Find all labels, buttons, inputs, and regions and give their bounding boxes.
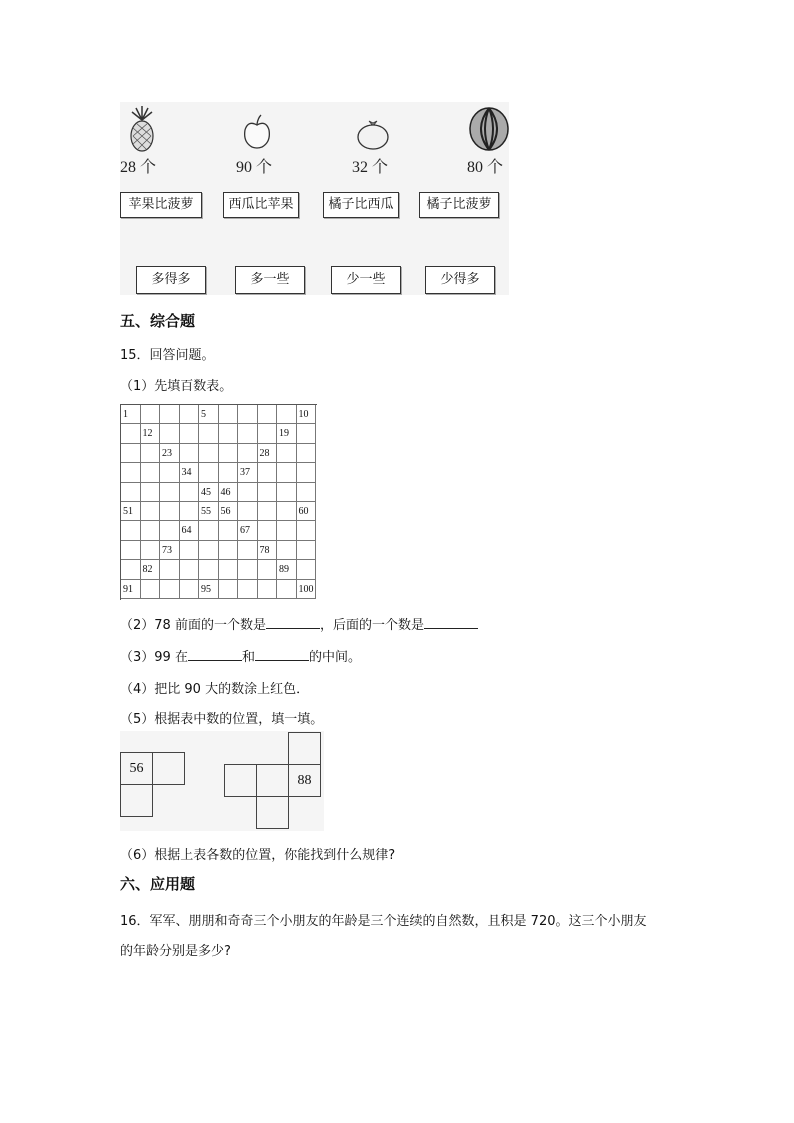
chart-cell-empty[interactable] bbox=[141, 502, 161, 521]
apple-icon bbox=[242, 114, 272, 150]
chart-cell-89: 89 bbox=[277, 560, 297, 579]
chart-cell-empty[interactable] bbox=[277, 502, 297, 521]
chart-cell-56: 56 bbox=[219, 502, 239, 521]
chart-cell-46: 46 bbox=[219, 483, 239, 502]
pineapple-icon bbox=[126, 106, 158, 152]
chart-cell-empty[interactable] bbox=[258, 580, 278, 599]
chart-cell-empty[interactable] bbox=[160, 580, 180, 599]
q15-part2 bbox=[120, 614, 478, 633]
blank-after-78[interactable] bbox=[424, 616, 478, 629]
chart-cell-19: 19 bbox=[277, 424, 297, 443]
chart-cell-empty[interactable] bbox=[121, 444, 141, 463]
chart-cell-empty[interactable] bbox=[297, 541, 317, 560]
chart-cell-empty[interactable] bbox=[121, 541, 141, 560]
fragment1-cell-below[interactable] bbox=[120, 784, 153, 817]
chart-cell-empty[interactable] bbox=[277, 405, 297, 424]
chart-cell-empty[interactable] bbox=[121, 463, 141, 482]
chart-cell-empty[interactable] bbox=[160, 502, 180, 521]
blank-99-left[interactable] bbox=[188, 648, 242, 661]
chart-cell-10: 10 bbox=[297, 405, 317, 424]
chart-cell-empty[interactable] bbox=[160, 483, 180, 502]
grid-fragments-panel bbox=[120, 731, 324, 831]
chart-cell-empty[interactable] bbox=[199, 560, 219, 579]
chart-cell-empty[interactable] bbox=[258, 405, 278, 424]
chart-cell-empty[interactable] bbox=[297, 521, 317, 540]
q15-part3 bbox=[120, 646, 361, 665]
chart-cell-empty[interactable] bbox=[141, 580, 161, 599]
chart-cell-empty[interactable] bbox=[141, 521, 161, 540]
answer-much-more[interactable]: 多得多 bbox=[136, 266, 206, 294]
chart-cell-empty[interactable] bbox=[238, 444, 258, 463]
chart-cell-empty[interactable] bbox=[141, 405, 161, 424]
q15-part3-prefix: （3）99 在 bbox=[120, 650, 188, 665]
q15-part4: （4）把比 90 大的数涂上红色． bbox=[120, 682, 310, 697]
chart-cell-55: 55 bbox=[199, 502, 219, 521]
fruit-comparison-panel bbox=[120, 102, 509, 295]
orange-count: 32 个 bbox=[352, 159, 389, 176]
chart-cell-empty[interactable] bbox=[180, 580, 200, 599]
chart-cell-empty[interactable] bbox=[219, 405, 239, 424]
chart-cell-empty[interactable] bbox=[160, 560, 180, 579]
chart-cell-100: 100 bbox=[297, 580, 317, 599]
chart-cell-empty[interactable] bbox=[238, 483, 258, 502]
chart-cell-12: 12 bbox=[141, 424, 161, 443]
answer-a-little-less[interactable]: 少一些 bbox=[331, 266, 401, 294]
chart-cell-empty[interactable] bbox=[199, 424, 219, 443]
chart-cell-empty[interactable] bbox=[238, 405, 258, 424]
chart-cell-91: 91 bbox=[121, 580, 141, 599]
chart-cell-34: 34 bbox=[180, 463, 200, 482]
chart-cell-empty[interactable] bbox=[180, 424, 200, 443]
chart-cell-78: 78 bbox=[258, 541, 278, 560]
answer-a-little-more[interactable]: 多一些 bbox=[235, 266, 305, 294]
chart-cell-empty[interactable] bbox=[199, 444, 219, 463]
chart-cell-empty[interactable] bbox=[238, 502, 258, 521]
watermelon-count: 80 个 bbox=[467, 159, 504, 176]
chart-cell-empty[interactable] bbox=[121, 560, 141, 579]
chart-cell-empty[interactable] bbox=[219, 541, 239, 560]
q15-part1: （1）先填百数表。 bbox=[120, 379, 233, 394]
q15-part2-prefix: （2）78 前面的一个数是 bbox=[120, 618, 266, 633]
chart-cell-empty[interactable] bbox=[297, 444, 317, 463]
chart-cell-empty[interactable] bbox=[180, 405, 200, 424]
pineapple-count: 28 个 bbox=[120, 159, 157, 176]
q16-line1: 16．军军、朋朋和奇奇三个小朋友的年龄是三个连续的自然数，且积是 720。这三个小朋友 bbox=[120, 914, 647, 929]
comparison-orange-watermelon[interactable]: 橘子比西瓜 bbox=[323, 192, 399, 218]
chart-cell-empty[interactable] bbox=[258, 483, 278, 502]
chart-cell-empty[interactable] bbox=[199, 463, 219, 482]
chart-cell-empty[interactable] bbox=[297, 424, 317, 443]
chart-cell-empty[interactable] bbox=[121, 424, 141, 443]
chart-cell-empty[interactable] bbox=[277, 444, 297, 463]
chart-cell-23: 23 bbox=[160, 444, 180, 463]
fragment2-cell-left[interactable] bbox=[224, 764, 257, 797]
chart-cell-82: 82 bbox=[141, 560, 161, 579]
chart-cell-empty[interactable] bbox=[258, 424, 278, 443]
chart-cell-empty[interactable] bbox=[141, 541, 161, 560]
chart-cell-empty[interactable] bbox=[277, 580, 297, 599]
chart-cell-5: 5 bbox=[199, 405, 219, 424]
fragment1-cell-value: 56 bbox=[120, 752, 153, 785]
chart-cell-empty[interactable] bbox=[199, 541, 219, 560]
chart-cell-empty[interactable] bbox=[258, 560, 278, 579]
fragment2-cell-bottom[interactable] bbox=[256, 796, 289, 829]
fragment2-cell-value: 88 bbox=[288, 764, 321, 797]
chart-cell-empty[interactable] bbox=[160, 424, 180, 443]
q15-part6: （6）根据上表各数的位置，你能找到什么规律? bbox=[120, 848, 396, 863]
hundred-chart bbox=[120, 404, 317, 600]
chart-cell-empty[interactable] bbox=[277, 521, 297, 540]
q15-stem: 15．回答问题。 bbox=[120, 348, 215, 363]
chart-cell-empty[interactable] bbox=[141, 483, 161, 502]
chart-cell-empty[interactable] bbox=[238, 541, 258, 560]
chart-cell-empty[interactable] bbox=[180, 444, 200, 463]
apple-count: 90 个 bbox=[236, 159, 273, 176]
chart-cell-empty[interactable] bbox=[238, 560, 258, 579]
chart-cell-64: 64 bbox=[180, 521, 200, 540]
fragment2-cell-middle[interactable] bbox=[256, 764, 289, 797]
watermelon-icon bbox=[468, 106, 510, 152]
q15-part3-suffix: 的中间。 bbox=[308, 650, 361, 665]
chart-cell-empty[interactable] bbox=[258, 502, 278, 521]
chart-cell-60: 60 bbox=[297, 502, 317, 521]
blank-before-78[interactable] bbox=[266, 616, 320, 629]
chart-cell-1: 1 bbox=[121, 405, 141, 424]
chart-cell-empty[interactable] bbox=[277, 541, 297, 560]
chart-cell-empty[interactable] bbox=[160, 463, 180, 482]
comparison-watermelon-apple[interactable]: 西瓜比苹果 bbox=[223, 192, 299, 218]
comparison-apple-pineapple[interactable]: 苹果比菠萝 bbox=[120, 192, 202, 218]
answer-much-less[interactable]: 少得多 bbox=[425, 266, 495, 294]
chart-cell-37: 37 bbox=[238, 463, 258, 482]
chart-cell-empty[interactable] bbox=[219, 521, 239, 540]
blank-99-right[interactable] bbox=[255, 648, 309, 661]
section-5-title: 五、综合题 bbox=[120, 312, 196, 330]
chart-cell-empty[interactable] bbox=[219, 560, 239, 579]
chart-cell-28: 28 bbox=[258, 444, 278, 463]
orange-icon bbox=[356, 118, 390, 150]
fragment1-cell-right[interactable] bbox=[152, 752, 185, 785]
chart-cell-empty[interactable] bbox=[277, 483, 297, 502]
q15-part5: （5）根据表中数的位置，填一填。 bbox=[120, 712, 324, 727]
chart-cell-empty[interactable] bbox=[297, 483, 317, 502]
chart-cell-empty[interactable] bbox=[277, 463, 297, 482]
section-6-title: 六、应用题 bbox=[120, 875, 196, 893]
comparison-orange-pineapple[interactable]: 橘子比菠萝 bbox=[419, 192, 499, 218]
chart-cell-45: 45 bbox=[199, 483, 219, 502]
chart-cell-empty[interactable] bbox=[219, 580, 239, 599]
chart-cell-empty[interactable] bbox=[238, 424, 258, 443]
chart-cell-empty[interactable] bbox=[180, 560, 200, 579]
chart-cell-empty[interactable] bbox=[141, 463, 161, 482]
chart-cell-empty[interactable] bbox=[199, 521, 219, 540]
chart-cell-empty[interactable] bbox=[219, 444, 239, 463]
chart-cell-empty[interactable] bbox=[180, 541, 200, 560]
q16-line2: 的年龄分别是多少? bbox=[120, 944, 231, 959]
chart-cell-empty[interactable] bbox=[297, 560, 317, 579]
chart-cell-empty[interactable] bbox=[160, 405, 180, 424]
chart-cell-empty[interactable] bbox=[160, 521, 180, 540]
chart-cell-empty[interactable] bbox=[219, 463, 239, 482]
chart-cell-empty[interactable] bbox=[258, 463, 278, 482]
chart-cell-empty[interactable] bbox=[219, 424, 239, 443]
chart-cell-empty[interactable] bbox=[141, 444, 161, 463]
chart-cell-empty[interactable] bbox=[121, 483, 141, 502]
chart-cell-empty[interactable] bbox=[180, 483, 200, 502]
chart-cell-empty[interactable] bbox=[297, 463, 317, 482]
chart-cell-empty[interactable] bbox=[180, 502, 200, 521]
chart-cell-73: 73 bbox=[160, 541, 180, 560]
chart-cell-empty[interactable] bbox=[258, 521, 278, 540]
q15-part2-middle: ，后面的一个数是 bbox=[319, 618, 424, 633]
q15-part3-and: 和 bbox=[241, 650, 255, 665]
chart-cell-67: 67 bbox=[238, 521, 258, 540]
chart-cell-95: 95 bbox=[199, 580, 219, 599]
chart-cell-empty[interactable] bbox=[238, 580, 258, 599]
chart-cell-empty[interactable] bbox=[121, 521, 141, 540]
fragment2-cell-top[interactable] bbox=[288, 732, 321, 765]
chart-cell-51: 51 bbox=[121, 502, 141, 521]
